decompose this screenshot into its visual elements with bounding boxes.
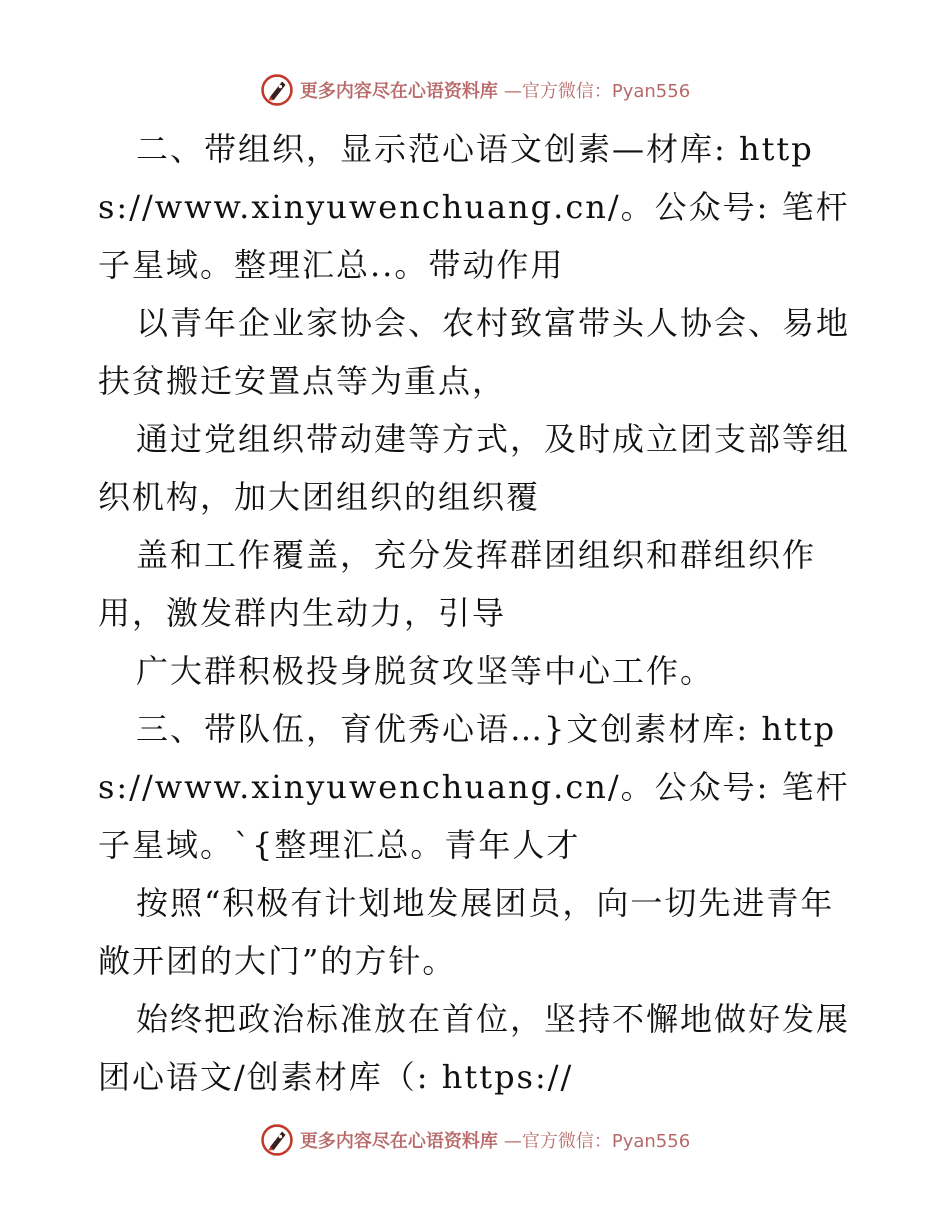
pen-nib-logo-icon <box>260 73 294 107</box>
paragraph-4: 盖和工作覆盖，充分发挥群团组织和群组织作用，激发群内生动力，引导 <box>98 536 817 632</box>
paragraph-2: 以青年企业家协会、农村致富带头人协会、易地扶贫搬迁安置点等为重点， <box>98 304 851 400</box>
paragraph-7: 按照“积极有计划地发展团员，向一切先进青年敞开团的大门”的方针。 <box>98 884 835 980</box>
footer-banner <box>0 1122 950 1158</box>
paragraph-5: 广大群积极投身脱贫攻坚等中心工作。 <box>136 652 715 690</box>
paragraph-3: 通过党组织带动建等方式，及时成立团支部等组织机构，加大团组织的组织覆 <box>98 420 851 516</box>
banner-site-text: 更多内容尽在心语资料库 <box>299 1131 498 1152</box>
paragraph-8: 始终把政治标准放在首位，坚持不懈地做好发展团心语文/创素材库（: https:// <box>98 1000 851 1096</box>
banner-wechat-text: —官方微信：Pyan556 <box>503 1131 691 1152</box>
paragraph-1: 二、带组织，显示范心语文创素—材库: https://www.xinyuwenchuang.cn/。公众号: 笔杆子星域。整理汇总..。带动作用 <box>98 130 850 284</box>
pen-nib-logo-icon <box>260 1123 294 1157</box>
paragraph-6: 三、带队伍，育优秀心语…}文创素材库: https://www.xinyuwenchuang.cn/。公众号: 笔杆子星域。`{整理汇总。青年人才 <box>98 710 850 864</box>
banner-site-text: 更多内容尽在心语资料库 <box>299 81 498 102</box>
header-banner <box>0 72 950 108</box>
banner-wechat-text: —官方微信：Pyan556 <box>503 81 691 102</box>
document-body <box>98 120 858 1106</box>
